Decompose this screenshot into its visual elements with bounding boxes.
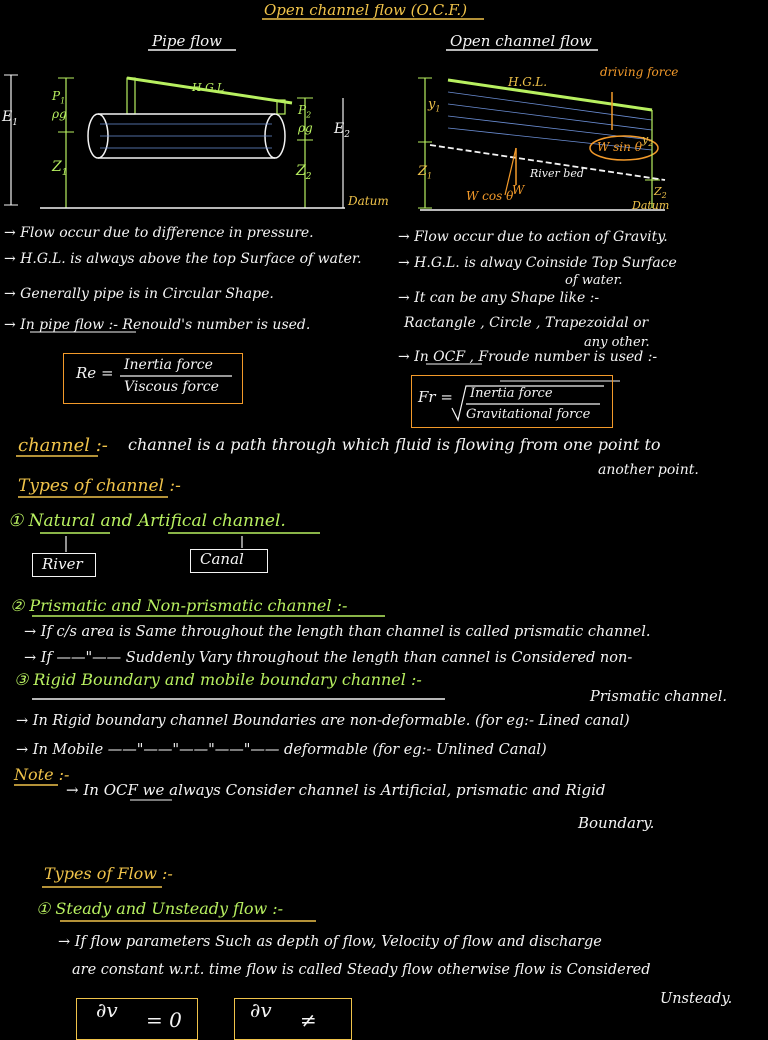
pipe-point-1: → Flow occur due to difference in pressure.: [4, 225, 314, 241]
flow-text-b: are constant w.r.t. time flow is called Steady flow otherwise flow is Considered: [72, 962, 651, 978]
ocf-point-3a: → It can be any Shape like :-: [398, 290, 600, 306]
ocf-z1-label: $Z_1$: [418, 164, 433, 181]
channel-type-3-a: → In Rigid boundary channel Boundaries are non-deformable. (for eg:- Lined canal): [16, 713, 630, 729]
types-of-flow-heading: Types of Flow :-: [44, 864, 173, 883]
fr-numerator: Inertia force: [470, 386, 553, 401]
ocf-point-4: → In OCF , Froude number is used :-: [398, 349, 658, 365]
pipe-rhog-2: ρg: [298, 121, 313, 135]
page-title: Open channel flow (O.C.F.): [264, 1, 468, 19]
re-lhs: Re =: [76, 364, 114, 382]
channel-label: channel :-: [18, 435, 108, 456]
ocf-y1-label: $y_1$: [428, 97, 441, 114]
pipe-e1-label: $E_1$: [2, 109, 18, 128]
ocf-point-2b: of water.: [565, 273, 623, 288]
ocf-w-label: W: [512, 183, 525, 197]
channel-type-2: ② Prismatic and Non-prismatic channel :-: [10, 596, 348, 615]
channel-type-2-a: → If c/s area is Same throughout the length than channel is called prismatic channel.: [24, 624, 651, 640]
pipe-point-4: → In pipe flow :- Renould's number is used.: [4, 317, 311, 333]
pipe-rhog-1: ρg: [52, 107, 67, 121]
unsteady-equation-lhs: ∂v: [250, 998, 272, 1022]
ocf-wcos-label: W cos θ: [466, 189, 514, 203]
channel-type-3: ③ Rigid Boundary and mobile boundary channel :-: [14, 670, 422, 689]
steady-equation-lhs: ∂v: [96, 998, 118, 1022]
pipe-z2-label: $Z_2$: [296, 163, 312, 182]
pipe-point-2: → H.G.L. is always above the top Surface of water.: [4, 251, 362, 267]
flow-type-1: ① Steady and Unsteady flow :-: [36, 899, 284, 918]
fr-lhs: Fr =: [418, 388, 453, 406]
ocf-driving-force-label: driving force: [600, 65, 679, 79]
pipe-flow-heading: Pipe flow: [152, 32, 223, 50]
steady-equation-rhs: = 0: [146, 1008, 182, 1032]
ocf-point-2a: → H.G.L. is alway Coinside Top Surface: [398, 255, 677, 271]
fr-denominator: Gravitational force: [466, 407, 591, 422]
re-numerator: Inertia force: [124, 357, 213, 373]
channel-type-2-b: → If ——"—— Suddenly Vary throughout the length than cannel is Considered non-: [24, 650, 633, 666]
unsteady-equation-rhs: ≠: [300, 1008, 317, 1032]
flow-text-a: → If flow parameters Such as depth of flow, Velocity of flow and discharge: [58, 934, 602, 950]
ocf-river-bed-label: River bed: [530, 167, 584, 180]
pipe-p2-label: $P_2$: [298, 103, 312, 120]
channel-definition-b: another point.: [598, 462, 699, 478]
pipe-datum-label: Datum: [348, 194, 389, 208]
ocf-datum-label: Datum: [632, 199, 670, 212]
river-label: River: [42, 555, 83, 573]
ocf-point-1: → Flow occur due to action of Gravity.: [398, 229, 668, 245]
pipe-hgl-label: H.G.L: [192, 81, 225, 94]
canal-label: Canal: [200, 550, 244, 568]
note-text-b: Boundary.: [578, 814, 655, 832]
ocf-hgl-label: H.G.L.: [508, 75, 548, 89]
note-label: Note :-: [14, 765, 70, 784]
pipe-e2-label: $E_2$: [334, 121, 350, 140]
ocf-heading: Open channel flow: [450, 32, 592, 50]
ocf-point-3b: Ractangle , Circle , Trapezoidal or: [404, 315, 649, 331]
channel-definition-a: channel is a path through which fluid is flowing from one point to: [128, 435, 661, 454]
ocf-wsin-label: W sin θ: [597, 140, 642, 154]
pipe-z1-label: $Z_1$: [52, 159, 68, 178]
note-text-a: → In OCF we always Consider channel is Artificial, prismatic and Rigid: [66, 781, 606, 799]
pipe-point-3: → Generally pipe is in Circular Shape.: [4, 286, 274, 302]
ocf-y2-label: $y_2$: [642, 133, 654, 149]
channel-type-1: ① Natural and Artifical channel.: [8, 511, 286, 531]
channel-type-2-c: Prismatic channel.: [590, 689, 727, 705]
types-of-channel-heading: Types of channel :-: [18, 476, 181, 496]
pipe-p1-label: $P_1$: [52, 89, 66, 106]
re-denominator: Viscous force: [124, 379, 219, 395]
ocf-z2-label: $Z_2$: [654, 185, 667, 201]
channel-type-3-b: → In Mobile ——"——"——"——"—— deformable (for eg:- Unlined Canal): [16, 742, 547, 758]
flow-text-c: Unsteady.: [660, 991, 733, 1007]
ocf-point-3c: any other.: [584, 335, 650, 350]
